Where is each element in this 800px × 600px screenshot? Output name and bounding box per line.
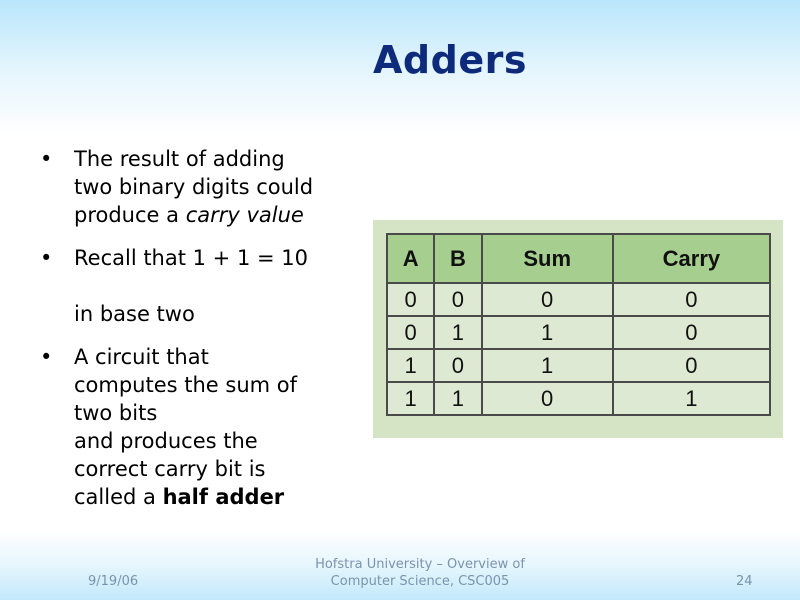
table-header-row [387,234,770,283]
column-header-carry: Carry [613,234,770,283]
bullet-item [40,343,380,511]
bullet-text-line: The result of adding [74,147,285,171]
truth-table [386,233,771,416]
bullet-text-line: correct carry bit is [74,457,266,481]
table-cell: 0 [387,283,434,316]
bullet-text-prefix: produce a [74,203,186,227]
column-header-a: A [387,234,434,283]
slide-title: Adders [373,38,527,82]
bullet-text-line [74,483,380,511]
bullet-text-line: in base two [74,302,195,326]
bullet-text-line: computes the sum of [74,373,298,397]
column-header-sum: Sum [482,234,613,283]
table-cell: 1 [434,382,481,415]
bullet-dot-icon: • [40,147,53,171]
bullet-text-line: A circuit that [74,345,209,369]
table-cell: 0 [387,316,434,349]
table-row [387,316,770,349]
footer-course [280,556,560,590]
table-cell: 0 [434,283,481,316]
table-cell: 0 [613,316,770,349]
table-cell: 1 [482,316,613,349]
table-cell: 1 [387,349,434,382]
table-cell: 0 [434,349,481,382]
footer-date: 9/19/06 [88,574,139,589]
table-cell: 0 [482,382,613,415]
bullet-item [40,244,380,328]
bullet-text-line: Recall that 1 + 1 = 10 [74,246,308,270]
footer-page-number: 24 [736,574,753,589]
bullet-text-line [74,201,380,229]
bullet-text-prefix: called a [74,485,163,509]
footer-course-line: Hofstra University – Overview of [315,557,525,572]
bullet-item [40,145,380,229]
bullet-text-line: two bits [74,401,158,425]
table-cell: 0 [613,349,770,382]
table-cell: 1 [613,382,770,415]
bullet-dot-icon: • [40,246,53,270]
footer-course-line: Computer Science, CSC005 [330,574,510,589]
emphasis-carry-value: carry value [185,203,304,227]
table-row [387,382,770,415]
column-header-b: B [434,234,481,283]
table-cell: 1 [434,316,481,349]
table-row [387,349,770,382]
table-cell: 1 [482,349,613,382]
table-cell: 0 [613,283,770,316]
bullet-text-line: and produces the [74,429,258,453]
table-cell: 0 [482,283,613,316]
truth-table-panel [373,220,783,438]
bullet-dot-icon: • [40,345,53,369]
table-cell: 1 [387,382,434,415]
table-row [387,283,770,316]
bullet-list [40,145,380,526]
emphasis-half-adder: half adder [162,485,285,509]
bullet-text-line: two binary digits could [74,175,314,199]
